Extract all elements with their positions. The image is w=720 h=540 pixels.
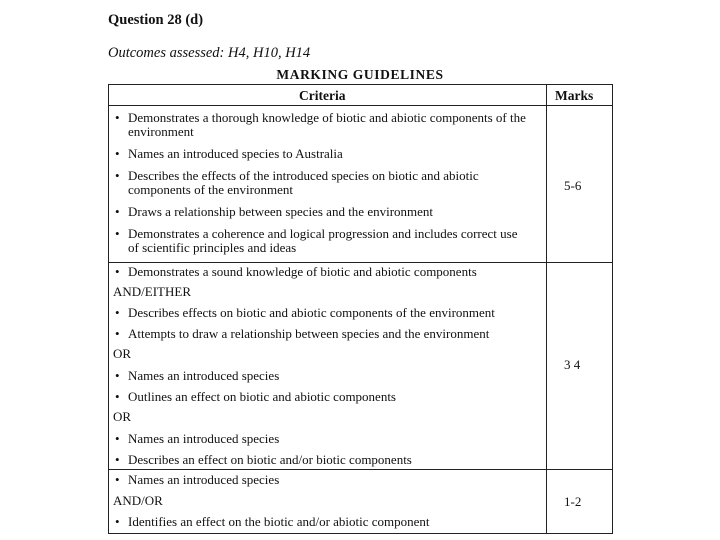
marking-guidelines-heading: MARKING GUIDELINES xyxy=(276,67,444,82)
criterion-item-cont: environment xyxy=(128,124,194,139)
criterion-item: • Draws a relationship between species and the environment xyxy=(128,205,433,219)
criterion-item: • Outlines an effect on biotic and abiotic components xyxy=(128,390,396,404)
connector-label: OR xyxy=(113,346,132,361)
criterion-item: • Names an introduced species xyxy=(128,473,279,487)
connector-label: AND/OR xyxy=(113,493,163,508)
criterion-item: • Names an introduced species xyxy=(128,369,279,383)
criterion-item-cont: of scientific principles and ideas xyxy=(128,240,297,255)
marking-table xyxy=(108,84,613,534)
band-divider-1 xyxy=(109,262,612,263)
criterion-item: • Attempts to draw a relationship between species and the environment xyxy=(128,327,489,341)
criterion-item: • Names an introduced species to Australia xyxy=(128,147,343,161)
band3-marks: 1-2 xyxy=(564,494,582,509)
band2-marks: 3 4 xyxy=(564,357,581,372)
criterion-item: • Describes the effects of the introduced species on biotic and abiotic xyxy=(128,169,479,183)
marks-header: Marks xyxy=(555,88,594,103)
band-divider-2 xyxy=(109,469,612,470)
criterion-item: • Demonstrates a sound knowledge of biotic and abiotic components xyxy=(128,265,477,279)
column-divider xyxy=(546,85,547,533)
header-divider xyxy=(109,105,612,106)
criterion-item: • Demonstrates a coherence and logical progression and includes correct use xyxy=(128,227,518,241)
connector-label: OR xyxy=(113,409,132,424)
criterion-item-cont: components of the environment xyxy=(128,182,293,197)
connector-label: AND/EITHER xyxy=(113,284,191,299)
criterion-item: • Identifies an effect on the biotic and/or abiotic component xyxy=(128,515,430,529)
outcomes-assessed: Outcomes assessed: H4, H10, H14 xyxy=(108,45,311,61)
question-title: Question 28 (d) xyxy=(108,12,204,28)
criteria-header: Criteria xyxy=(299,88,346,103)
criterion-item: • Describes effects on biotic and abiotic components of the environment xyxy=(128,306,495,320)
criterion-item: • Names an introduced species xyxy=(128,432,279,446)
band1-marks: 5-6 xyxy=(564,178,582,193)
criterion-item: • Demonstrates a thorough knowledge of biotic and abiotic components of the xyxy=(128,111,526,125)
criterion-item: • Describes an effect on biotic and/or biotic components xyxy=(128,453,412,467)
